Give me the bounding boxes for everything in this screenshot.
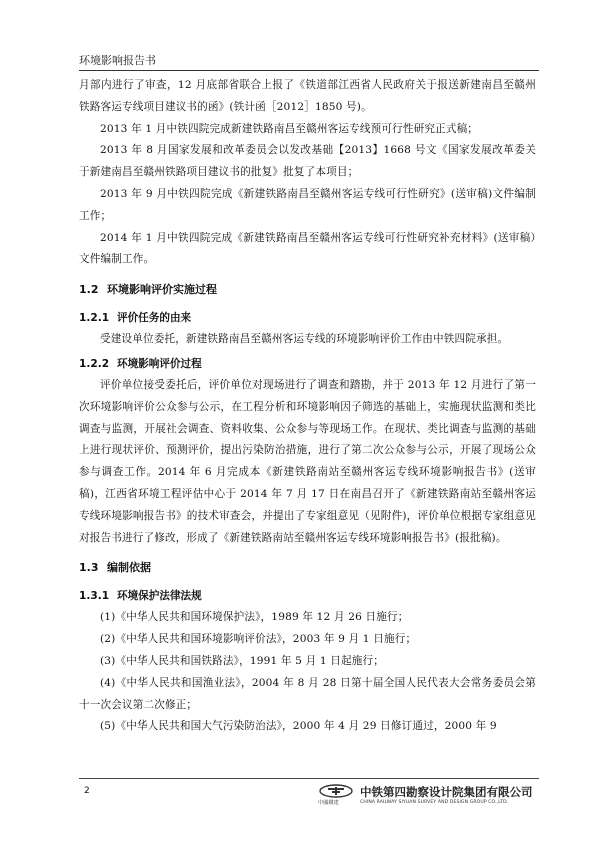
section-heading-1-2-2	[79, 353, 536, 375]
company-name-en: CHINA RAILWAY SIYUAN SURVEY AND DESIGN GROUP CO.,LTD.	[360, 800, 509, 805]
section-title: 环境保护法律法规	[117, 590, 202, 603]
section-number: 1.2.2	[79, 357, 110, 370]
list-item: (2)《中华人民共和国环境影响评价法》，2003 年 9 月 1 日施行；	[100, 633, 417, 646]
section-number: 1.2	[79, 283, 99, 297]
footer-divider	[79, 778, 539, 779]
list-item: (4)《中华人民共和国渔业法》，2004 年 8 月 28 日第十届全国人民代表大会常务委员会第十一次会议第二次修正；	[79, 676, 536, 711]
list-item: (1)《中华人民共和国环境保护法》，1989 年 12 月 26 日施行；	[100, 611, 409, 624]
section-number: 1.2.1	[79, 312, 110, 325]
section-heading-1-3-1	[79, 585, 536, 607]
paragraph: 2013 年 9 月中铁四院完成《新建铁路南昌至赣州客运专线可行性研究》(送审稿)文件编制工作；	[79, 187, 536, 222]
section-title: 评价任务的由来	[117, 312, 192, 325]
header-divider	[79, 70, 539, 71]
section-title: 环境影响评价实施过程	[107, 283, 217, 297]
list-item: (5)《中华人民共和国大气污染防治法》，2000 年 4 月 29 日修订通过，2000 年 9	[100, 720, 497, 733]
section-title: 编制依据	[107, 561, 151, 575]
section-title: 环境影响评价过程	[117, 357, 202, 370]
section-number: 1.3.1	[79, 590, 110, 603]
document-body	[79, 75, 536, 738]
paragraph: 月部内进行了审查，12 月底部省联合上报了《铁道部江西省人民政府关于报送新建南昌至赣州铁路客运专线项目建议书的函》(铁计函［2012］1850 号)。	[79, 79, 536, 113]
section-heading-1-3	[79, 557, 536, 579]
paragraph: 受建设单位委托，新建铁路南昌至赣州客运专线的环境影响评价工作由中铁四院承担。	[100, 333, 509, 346]
logo-subtext: 中國鐵建	[318, 800, 339, 806]
page-number: 2	[84, 786, 90, 796]
paragraph: 2014 年 1 月中铁四院完成《新建铁路南昌至赣州客运专线可行性研究补充材料》(送审稿）文件编制工作。	[79, 231, 536, 266]
section-number: 1.3	[79, 561, 99, 575]
company-name-cn: 中铁第四勘察设计院集团有限公司	[360, 785, 533, 799]
company-emblem-icon	[318, 784, 354, 798]
section-heading-1-2	[79, 279, 536, 301]
paragraph: 2013 年 1 月中铁四院完成新建铁路南昌至赣州客运专线预可行性研究正式稿；	[100, 122, 479, 135]
company-logo	[318, 784, 538, 810]
list-item: (3)《中华人民共和国铁路法》，1991 年 5 月 1 日起施行；	[100, 654, 384, 667]
header-title: 环境影响报告书	[79, 54, 156, 67]
paragraph: 评价单位接受委托后，评价单位对现场进行了调查和踏勘，并于 2013 年 12 月进行了第一次环境影响评价公众参与公示，在工程分析和环境影响因子筛选的基础上，实施现状监测和类比调查与监测，开展社会调查、资料收集、公众参与等现场工作。在现状、类比调查与监测的基础上进行现状评价、预测评价，提出污染防治措施，进行了第二次公众参与公示，开展了现场公众参与调查工作。2014 年 6 月完成本《新建铁路南站至赣州客运专线环境影响报告书》(送审稿)，江西省环境工程评估中心于 2014 年 7 月 17 日在南昌召开了《新建铁路南站至赣州客运专线环境影响报告书》的技术审查会，并提出了专家组意见（见附件)，评价单位根据专家组意见对报告书进行了修改，形成了《新建铁路南站至赣州客运专线环境影响报告书》(报批稿)。	[79, 378, 536, 544]
paragraph: 2013 年 8 月国家发展和改革委员会以发改基础【2013】1668 号文《国家发展改革委关于新建南昌至赣州铁路项目建议书的批复》批复了本项目；	[79, 144, 536, 179]
section-heading-1-2-1	[79, 307, 536, 329]
